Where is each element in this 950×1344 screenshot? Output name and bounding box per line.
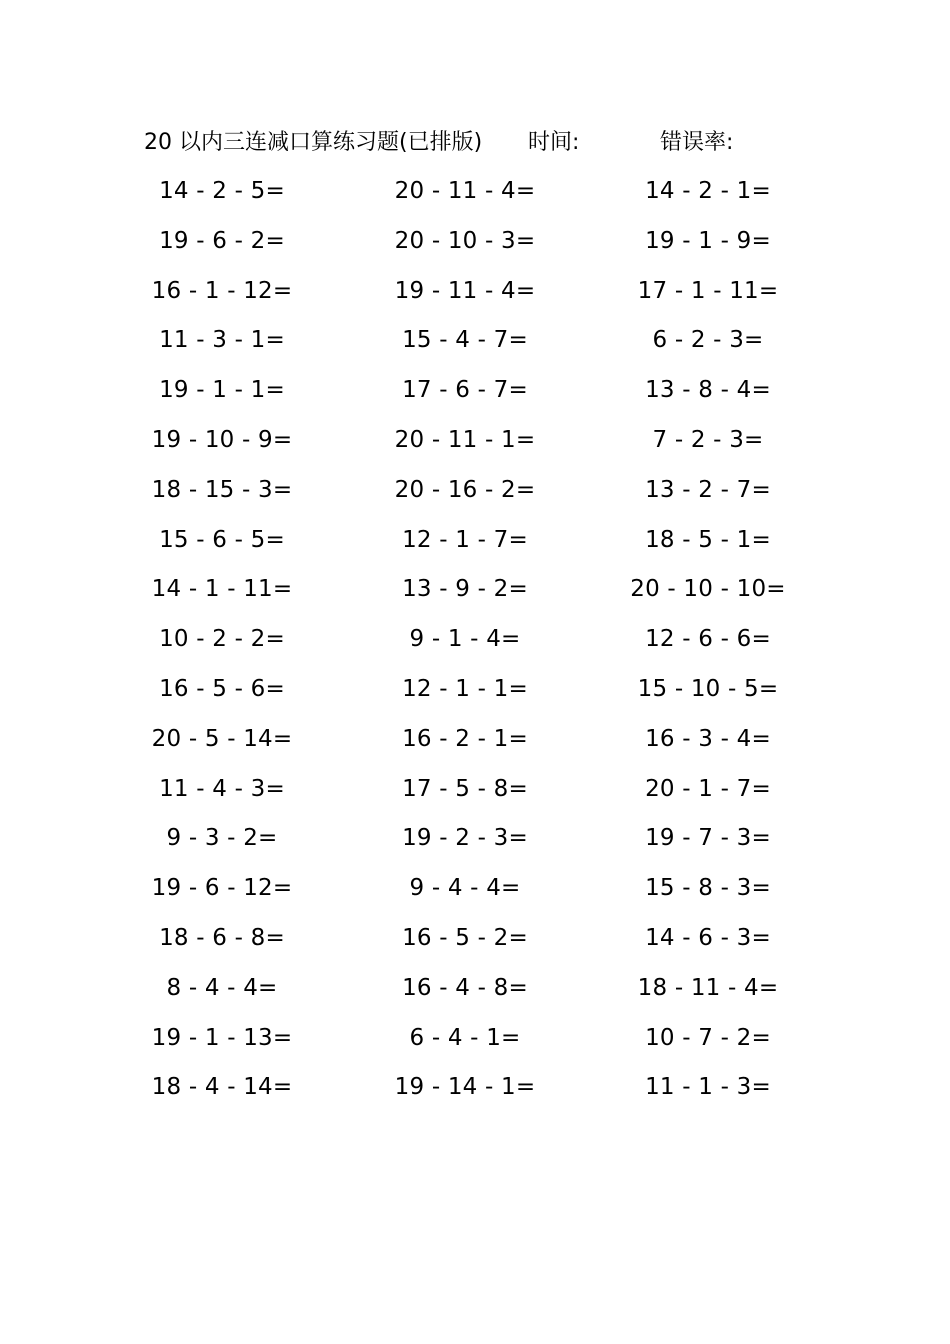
problem-row bbox=[0, 920, 950, 970]
problem-row bbox=[0, 870, 950, 920]
problem-item: 18 - 11 - 4= bbox=[637, 974, 779, 1001]
problem-row bbox=[0, 372, 950, 422]
problem-row bbox=[0, 322, 950, 372]
problem-item: 15 - 8 - 3= bbox=[645, 875, 771, 902]
problem-item: 20 - 10 - 3= bbox=[394, 227, 536, 254]
time-label: 时间: bbox=[528, 130, 580, 155]
problem-row bbox=[0, 522, 950, 572]
problem-item: 16 - 5 - 6= bbox=[159, 675, 285, 702]
problem-item: 18 - 4 - 14= bbox=[151, 1074, 293, 1101]
problem-item: 14 - 2 - 5= bbox=[159, 178, 285, 204]
problem-item: 18 - 5 - 1= bbox=[645, 526, 771, 553]
problem-item: 16 - 5 - 2= bbox=[402, 924, 528, 951]
problem-item: 9 - 1 - 4= bbox=[409, 626, 521, 653]
problem-item: 13 - 9 - 2= bbox=[402, 576, 528, 603]
problem-item: 10 - 2 - 2= bbox=[159, 626, 285, 653]
problem-row bbox=[0, 571, 950, 621]
problem-item: 14 - 6 - 3= bbox=[645, 924, 771, 951]
problem-item: 16 - 1 - 12= bbox=[151, 277, 293, 304]
problem-row bbox=[0, 621, 950, 671]
problem-item: 14 - 1 - 11= bbox=[151, 576, 293, 603]
worksheet-title: 20 以内三连减口算练习题(已排版) bbox=[144, 130, 483, 155]
problem-item: 15 - 10 - 5= bbox=[637, 675, 779, 702]
problem-item: 20 - 11 - 1= bbox=[394, 426, 536, 453]
problem-item: 12 - 6 - 6= bbox=[645, 626, 771, 653]
problem-item: 15 - 6 - 5= bbox=[159, 526, 285, 553]
problem-item: 19 - 10 - 9= bbox=[151, 426, 293, 453]
problem-item: 20 - 16 - 2= bbox=[394, 476, 536, 503]
problem-item: 13 - 2 - 7= bbox=[645, 476, 771, 503]
problem-item: 20 - 10 - 10= bbox=[630, 576, 786, 603]
problem-item: 18 - 15 - 3= bbox=[151, 476, 293, 503]
problem-item: 16 - 2 - 1= bbox=[402, 725, 528, 752]
problem-item: 7 - 2 - 3= bbox=[652, 426, 764, 453]
problem-item: 13 - 8 - 4= bbox=[645, 377, 771, 404]
problem-item: 17 - 6 - 7= bbox=[402, 377, 528, 404]
problem-item: 19 - 7 - 3= bbox=[645, 825, 771, 852]
problem-item: 15 - 4 - 7= bbox=[402, 327, 528, 354]
problem-item: 11 - 1 - 3= bbox=[645, 1074, 771, 1101]
problem-row bbox=[0, 671, 950, 721]
problem-row bbox=[0, 1020, 950, 1070]
problem-row bbox=[0, 472, 950, 522]
problem-item: 12 - 1 - 1= bbox=[402, 675, 528, 702]
problem-row bbox=[0, 820, 950, 870]
problem-item: 18 - 6 - 8= bbox=[159, 924, 285, 951]
error-rate-label: 错误率: bbox=[660, 130, 734, 155]
problem-item: 6 - 2 - 3= bbox=[652, 327, 764, 354]
problem-item: 6 - 4 - 1= bbox=[409, 1024, 521, 1051]
problem-row bbox=[0, 970, 950, 1020]
problem-row bbox=[0, 1069, 950, 1119]
problem-item: 20 - 1 - 7= bbox=[645, 775, 771, 802]
problem-row bbox=[0, 721, 950, 771]
problem-item: 12 - 1 - 7= bbox=[402, 526, 528, 553]
problem-item: 16 - 4 - 8= bbox=[402, 974, 528, 1001]
problem-item: 17 - 5 - 8= bbox=[402, 775, 528, 802]
problem-grid bbox=[0, 173, 950, 1119]
problem-item: 10 - 7 - 2= bbox=[645, 1024, 771, 1051]
problem-item: 19 - 1 - 9= bbox=[645, 227, 771, 254]
problem-item: 19 - 6 - 12= bbox=[151, 875, 293, 902]
problem-row bbox=[0, 422, 950, 472]
problem-item: 14 - 2 - 1= bbox=[645, 178, 771, 204]
problem-row bbox=[0, 173, 950, 223]
problem-row bbox=[0, 223, 950, 273]
problem-item: 9 - 4 - 4= bbox=[409, 875, 521, 902]
problem-item: 20 - 11 - 4= bbox=[394, 178, 536, 204]
problem-row bbox=[0, 771, 950, 821]
problem-item: 20 - 5 - 14= bbox=[151, 725, 293, 752]
problem-item: 19 - 2 - 3= bbox=[402, 825, 528, 852]
problem-item: 11 - 4 - 3= bbox=[159, 775, 285, 802]
problem-row bbox=[0, 273, 950, 323]
problem-item: 11 - 3 - 1= bbox=[159, 327, 285, 354]
problem-item: 17 - 1 - 11= bbox=[637, 277, 779, 304]
problem-item: 19 - 14 - 1= bbox=[394, 1074, 536, 1101]
problem-item: 9 - 3 - 2= bbox=[166, 825, 278, 852]
problem-item: 19 - 11 - 4= bbox=[394, 277, 536, 304]
problem-item: 19 - 1 - 1= bbox=[159, 377, 285, 404]
problem-item: 8 - 4 - 4= bbox=[166, 974, 278, 1001]
problem-item: 16 - 3 - 4= bbox=[645, 725, 771, 752]
problem-item: 19 - 1 - 13= bbox=[151, 1024, 293, 1051]
problem-item: 19 - 6 - 2= bbox=[159, 227, 285, 254]
